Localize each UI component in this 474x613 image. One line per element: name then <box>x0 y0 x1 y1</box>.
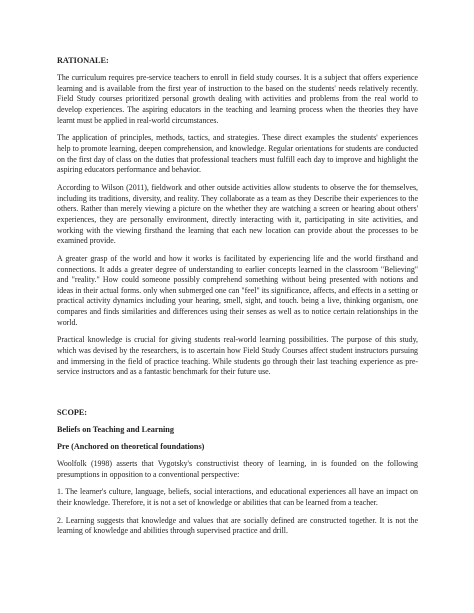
rationale-heading: RATIONALE: <box>57 56 109 65</box>
theoretical-foundations-subheading: Pre (Anchored on theoretical foundations) <box>57 442 205 452</box>
scope-paragraph-1: Woolfolk (1998) asserts that Vygotsky's constructivist theory of learning, in is founded on the following presumptions in opposition to a conventional perspective: <box>57 459 418 479</box>
scope-paragraph-3: 2. Learning suggests that knowledge and values that are socially defined are constructed together. It is not the learning of knowledge and abilities through supervised practice and drill. <box>57 515 418 536</box>
beliefs-subheading: Beliefs on Teaching and Learning <box>57 425 174 435</box>
rationale-paragraph-3: According to Wilson (2011), fieldwork and other outside activities allow students to observe the for themselves, including its traditions, diversity, and reality. They collaborate as a team as they Describe their experiences to the others. Rather than merely viewing a picture on the whether they are watching a screen or hearing about others' experiences, they are personally environment, directly interacting with it, participating in site activities, and working with the viewing firsthand the learning that each new location can provide about the processes to be examined provide. <box>57 182 418 246</box>
rationale-paragraph-1: The curriculum requires pre-service teachers to enroll in field study courses. It is a subject that offers experience learning and is available from the first year of instruction to the based on the students' needs relatively recently. Field Study courses prioritized personal growth dealing with activities and problems from the real world to develop experiences. The aspiring educators in the teaching and learning process when the theories they have learnt must be applied in real-world circumstances. <box>57 73 418 125</box>
rationale-paragraph-5: Practical knowledge is crucial for giving students real-world learning possibilities. The purpose of this study, which was devised by the researchers, is to ascertain how Field Study Courses affect student instructors pursuing and immersing in the field of practice teaching. While students go through their last teaching experience as pre-service instructors and as a fantastic benchmark for their future use. <box>57 335 418 377</box>
rationale-paragraph-4: A greater grasp of the world and how it works is facilitated by experiencing life and the world firsthand and connections. It adds a greater degree of understanding to earlier concepts learned in the classroom "Believing" and "reality." How could someone possibly comprehend something without being presented with notions and ideas in their actual forms. only when submerged one can "feel" its significance, affects, and effects in a setting or practical activity dynamics including your hearing, smell, sight, and touch. being a live, thinking organism, one compares and finds similarities and differences using their senses as well as to notice certain relationships in the world. <box>57 253 418 327</box>
rationale-paragraph-2: The application of principles, methods, tactics, and strategies. These direct examples the students' experiences help to promote learning, deepen comprehension, and knowledge. Regular orientations for students are conducted on the first day of class on the duties that professional teachers must fulfill each day to improve and highlight the aspiring educators performance and behavior. <box>57 133 418 175</box>
scope-heading: SCOPE: <box>57 408 88 418</box>
scope-paragraph-2: 1. The learner's culture, language, beliefs, social interactions, and educational experiences all have an impact on their knowledge. Therefore, it is not a set of knowledge or abilities that can be learned from a teacher. <box>57 487 418 508</box>
